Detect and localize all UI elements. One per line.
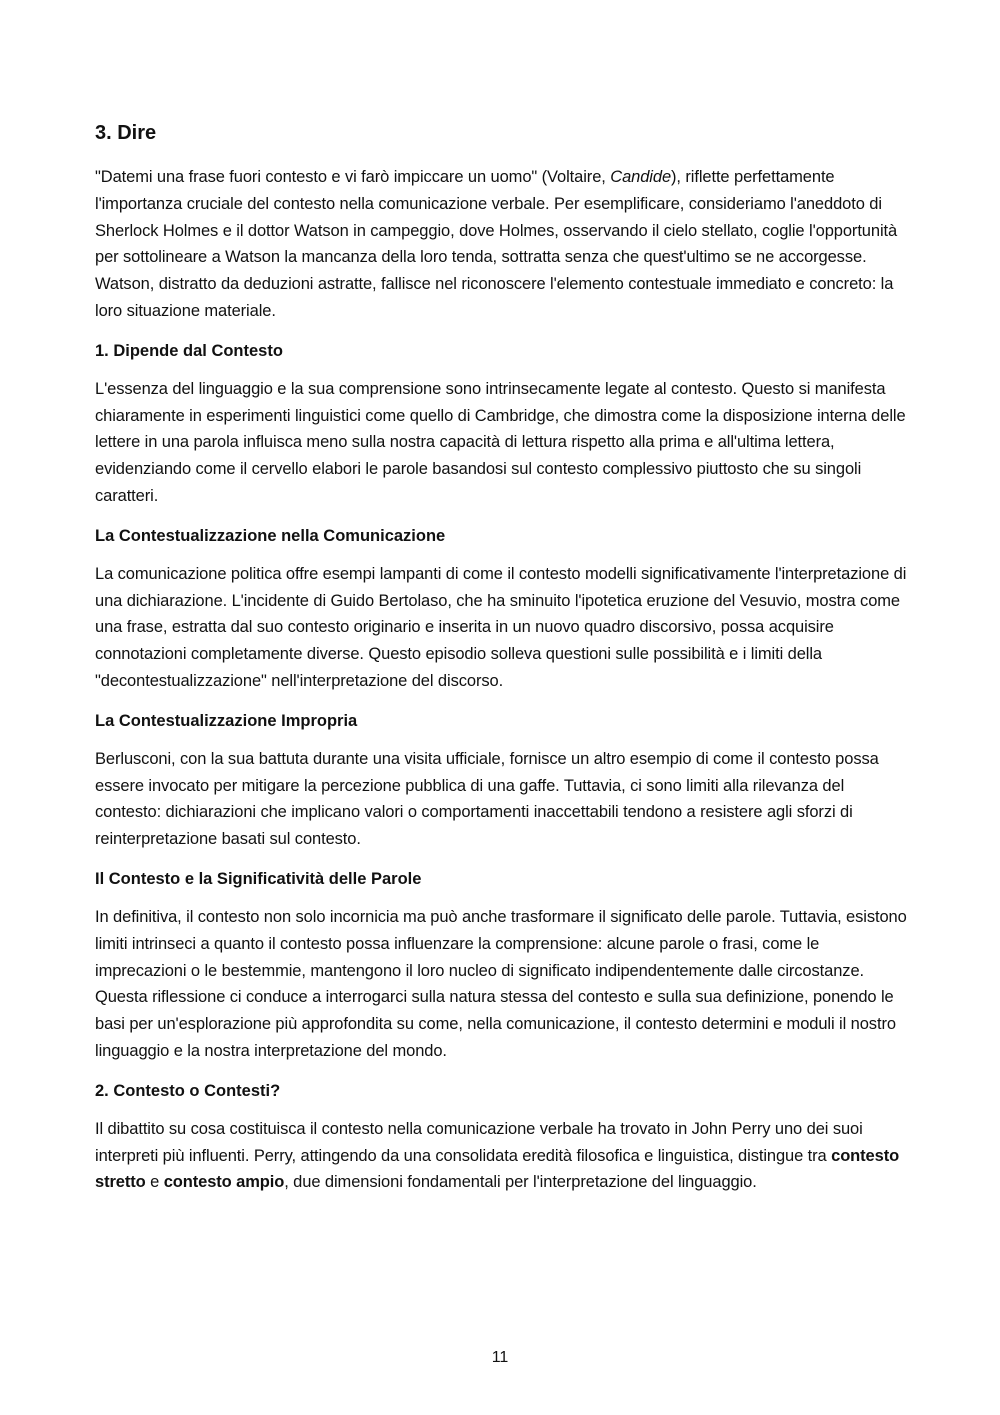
section-title: 3. Dire <box>95 122 157 144</box>
paragraph-dipende-dal-contesto: L'essenza del linguaggio e la sua comprensione sono intrinsecamente legate al contesto. Questo si manifesta chiaramente in esperimenti linguistici come quello di Cambridge, che dimostra come la disposizione interna delle lettere in una parola influisca meno sulla nostra capacità di lettura rispetto alla prima e all'ultima lettera, evidenziando come il cervello elabori le parole basandosi sul contesto complessivo piuttosto che su singoli caratteri. <box>95 379 906 505</box>
heading-significativita-parole: Il Contesto e la Significatività delle Parole <box>95 869 422 888</box>
heading-contestualizzazione-impropria: La Contestualizzazione Impropria <box>95 711 358 730</box>
term-contesto-ampio: contesto ampio <box>163 1173 285 1192</box>
candide-title: Candide <box>610 168 672 186</box>
perry-text-2: e <box>145 1173 164 1192</box>
intro-text-end: ), riflette perfettamente l'importanza cruciale del contesto nella comunicazione verbale. Per esemplificare, consideriamo l'aneddoto di Sherlock Holmes e il dottor Watson in campeggio, dove Holmes, osservando il cielo stellato, coglie l'opportunità per sottolineare a Watson la mancanza della loro tenda, sottratta senza che quest'ultimo se ne accorgesse. Watson, distratto da deduzioni astratte, fallisce nel riconoscere l'elemento contestuale immediato e concreto: la loro situazione materiale. <box>95 168 898 320</box>
page-number: 11 <box>491 1349 509 1366</box>
perry-text-3: , due dimensioni fondamentali per l'interpretazione del linguaggio. <box>284 1173 757 1192</box>
document-page <box>95 118 907 1209</box>
heading-contestualizzazione-comunicazione: La Contestualizzazione nella Comunicazione <box>95 526 446 545</box>
heading-dipende-dal-contesto: 1. Dipende dal Contesto <box>95 341 283 360</box>
term-contesto-stretto: contesto stretto <box>95 1146 900 1192</box>
paragraph-contestualizzazione-impropria: Berlusconi, con la sua battuta durante una visita ufficiale, fornisce un altro esempio di come il contesto possa essere invocato per mitigare la percezione pubblica di una gaffe. Tuttavia, ci sono limiti alla rilevanza del contesto: dichiarazioni che implicano valori o comportamenti inaccettabili tendono a resistere agli sforzi di reinterpretazione basati sul contesto. <box>95 749 879 849</box>
paragraph-significativita-parole: In definitiva, il contesto non solo incornicia ma può anche trasformare il significato delle parole. Tuttavia, esistono limiti intrinseci a quanto il contesto possa influenzare la comprensione: alcune parole o frasi, come le imprecazioni o le bestemmie, mantengono il loro nucleo di significato indipendentemente dalle circostanze. Questa riflessione ci conduce a interrogarci sulla natura stessa del contesto e sulla sua definizione, ponendo le basi per un'esplorazione più approfondita su come, nella comunicazione, il contesto determini e moduli il nostro linguaggio e la nostra interpretazione del mondo. <box>95 907 907 1060</box>
perry-text-1: Il dibattito su cosa costituisca il contesto nella comunicazione verbale ha trovato in John Perry uno dei suoi interpreti più influenti. Perry, attingendo da una consolidata eredità filosofica e linguistica, distingue tra <box>95 1119 863 1165</box>
intro-text-start: "Datemi una frase fuori contesto e vi farò impiccare un uomo" (Voltaire, <box>95 168 611 186</box>
paragraph-contestualizzazione-comunicazione: La comunicazione politica offre esempi lampanti di come il contesto modelli significativamente l'interpretazione di una dichiarazione. L'incidente di Guido Bertolaso, che ha sminuito l'ipotetica eruzione del Vesuvio, mostra come una frase, estratta dal suo contesto originario e inserita in un nuovo quadro discorsivo, possa acquisire connotazioni completamente diverse. Questo episodio solleva questioni sulle possibilità e i limiti della "decontestualizzazione" nell'interpretazione del discorso. <box>95 564 907 690</box>
heading-contesto-o-contesti: 2. Contesto o Contesti? <box>95 1081 281 1100</box>
paragraph-contesto-o-contesti <box>95 1116 907 1196</box>
intro-paragraph <box>95 164 907 325</box>
